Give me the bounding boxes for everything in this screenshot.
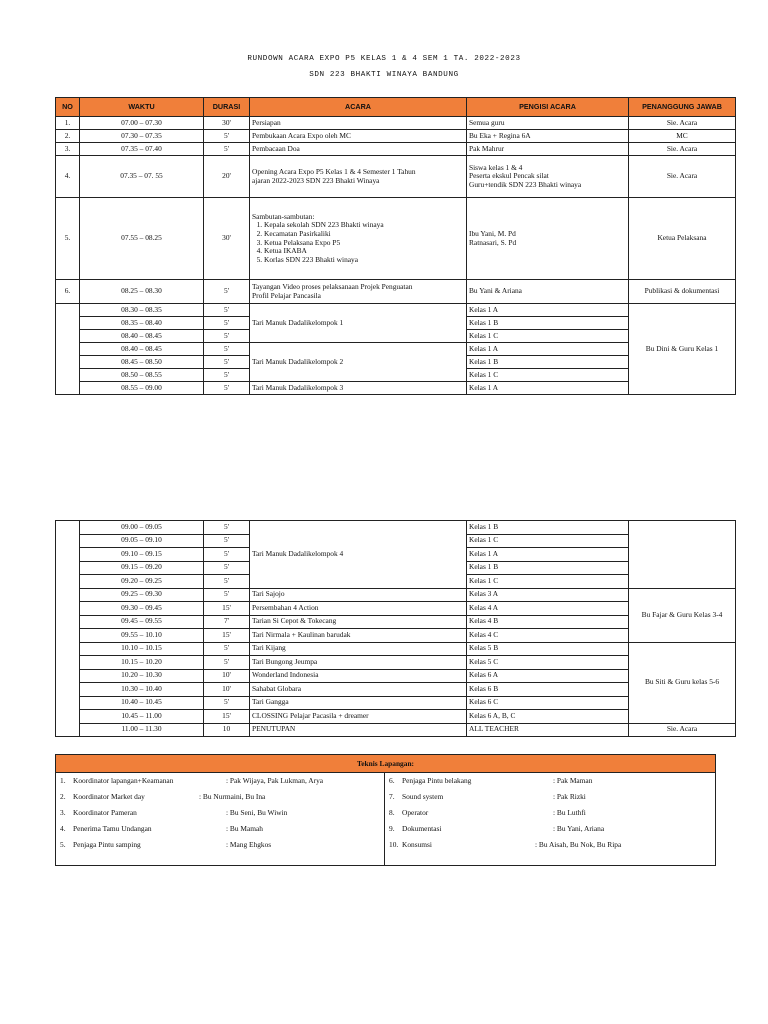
cell-pengisi: Kelas 1 A — [467, 343, 629, 356]
cell-waktu: 07.35 – 07.40 — [80, 143, 204, 156]
cell-waktu: 07.30 – 07.35 — [80, 130, 204, 143]
pengisi-line: Ratnasari, S. Pd — [469, 237, 517, 247]
cell-pj: MC — [629, 130, 736, 143]
item-number: 10. — [389, 840, 399, 849]
cell-acara — [250, 198, 467, 280]
table-row — [56, 198, 736, 280]
cell-no: 1. — [56, 117, 80, 130]
list-item — [385, 805, 715, 821]
cell-waktu: 10.15 – 10.20 — [80, 656, 204, 670]
cell-pengisi: Kelas 1 C — [467, 534, 629, 548]
list-item: 4. Ketua IKABA — [264, 247, 464, 256]
cell-pj: Sie. Acara — [629, 156, 736, 198]
pengisi-line: Siswa kelas 1 & 4 — [469, 162, 523, 172]
cell-pengisi — [467, 198, 629, 280]
acara-line: Opening Acara Expo P5 Kelas 1 & 4 Semester 1 Tahun — [252, 166, 416, 176]
cell-waktu: 09.05 – 09.10 — [80, 534, 204, 548]
cell-acara: Tari Bungong Jeumpa — [250, 656, 467, 670]
list-item — [56, 789, 384, 805]
cell-pj: Publikasi & dokumentasi — [629, 280, 736, 304]
cell-waktu: 09.00 – 09.05 — [80, 521, 204, 535]
item-role: Penjaga Pintu samping — [73, 840, 141, 849]
cell-durasi: 5' — [204, 369, 250, 382]
cell-pengisi: Bu Eka + Regina 6A — [467, 130, 629, 143]
cell-durasi: 10' — [204, 683, 250, 697]
cell-waktu: 08.40 – 08.45 — [80, 343, 204, 356]
cell-durasi: 5' — [204, 656, 250, 670]
cell-durasi: 5' — [204, 317, 250, 330]
cell-waktu: 10.40 – 10.45 — [80, 696, 204, 710]
cell-durasi: 5' — [204, 130, 250, 143]
document-subtitle: SDN 223 BHAKTI WINAYA BANDUNG — [309, 71, 459, 79]
cell-no: 6. — [56, 280, 80, 304]
cell-durasi: 20' — [204, 156, 250, 198]
table-row — [56, 117, 736, 130]
cell-pengisi: Kelas 1 A — [467, 382, 629, 395]
cell-durasi: 5' — [204, 330, 250, 343]
acara-line: ajaran 2022-2023 SDN 223 Bhakti Winaya — [252, 175, 380, 185]
col-header-no: NO — [56, 98, 80, 117]
pengisi-line: Peserta ekskul Pencak silat — [469, 171, 549, 181]
col-header-pengisi: PENGISI ACARA — [467, 98, 629, 117]
table-row — [56, 143, 736, 156]
cell-pengisi: Kelas 6 B — [467, 683, 629, 697]
acara-line: Tayangan Video proses pelaksanaan Projek Penguatan — [252, 281, 413, 291]
cell-waktu: 11.00 – 11.30 — [80, 723, 204, 737]
pengisi-line: Guru+tendik SDN 223 Bhakti winaya — [469, 179, 582, 189]
cell-pj: Sie. Acara — [629, 723, 736, 737]
cell-pengisi: Kelas 1 B — [467, 317, 629, 330]
cell-waktu: 08.35 – 08.40 — [80, 317, 204, 330]
cell-pengisi: ALL TEACHER — [467, 723, 629, 737]
list-item — [385, 773, 715, 789]
cell-acara: Tari Kijang — [250, 642, 467, 656]
list-item — [56, 821, 384, 837]
cell-pengisi: Kelas 1 A — [467, 548, 629, 562]
cell-pengisi: Kelas 4 C — [467, 629, 629, 643]
cell-waktu: 09.25 – 09.30 — [80, 588, 204, 602]
list-item — [385, 837, 715, 853]
cell-waktu: 08.50 – 08.55 — [80, 369, 204, 382]
cell-pengisi — [467, 156, 629, 198]
list-item — [56, 805, 384, 821]
item-number: 3. — [60, 808, 66, 817]
item-person: : Pak Wijaya, Pak Lukman, Arya — [226, 776, 324, 785]
teknis-right-column — [385, 773, 716, 866]
cell-waktu: 10.45 – 11.00 — [80, 710, 204, 724]
cell-no: 5. — [56, 198, 80, 280]
cell-pengisi: Kelas 1 A — [467, 304, 629, 317]
cell-acara: Wonderland Indonesia — [250, 669, 467, 683]
cell-pengisi: Kelas 6 A, B, C — [467, 710, 629, 724]
cell-waktu: 10.10 – 10.15 — [80, 642, 204, 656]
pengisi-line: Ibu Yani, M. Pd — [469, 228, 516, 238]
teknis-title: Teknis Lapangan: — [56, 755, 716, 773]
item-person: : Bu Aisah, Bu Nok, Bu Ripa — [535, 840, 622, 849]
item-person: : Mang Ehgkos — [226, 840, 272, 849]
cell-pengisi: Pak Mahrur — [467, 143, 629, 156]
cell-durasi: 15' — [204, 710, 250, 724]
cell-durasi: 5' — [204, 642, 250, 656]
cell-acara: Tari Manuk Dadalikelompok 3 — [250, 382, 467, 395]
schedule-table-part1 — [55, 97, 736, 395]
cell-pengisi: Kelas 4 A — [467, 602, 629, 616]
table-row — [56, 588, 736, 602]
cell-durasi: 5' — [204, 521, 250, 535]
item-role: Konsumsi — [402, 840, 432, 849]
list-item: 3. Ketua Pelaksana Expo P5 — [264, 239, 464, 248]
item-number: 9. — [389, 824, 395, 833]
cell-durasi: 5' — [204, 696, 250, 710]
table-row — [56, 156, 736, 198]
item-person: : Bu Nurmaini, Bu Ina — [199, 792, 266, 801]
cell-pj: Sie. Acara — [629, 117, 736, 130]
cell-waktu: 08.45 – 08.50 — [80, 356, 204, 369]
item-number: 6. — [389, 776, 395, 785]
item-role: Penerima Tamu Undangan — [73, 824, 152, 833]
cell-acara: Persiapan — [250, 117, 467, 130]
col-header-durasi: DURASI — [204, 98, 250, 117]
teknis-left-column — [56, 773, 385, 866]
item-person: : Bu Luthfi — [553, 808, 586, 817]
item-person: : Bu Yani, Ariana — [553, 824, 605, 833]
cell-pj: Bu Fajar & Guru Kelas 3-4 — [629, 588, 736, 642]
cell-no-empty — [56, 521, 80, 737]
item-role: Operator — [402, 808, 429, 817]
cell-no: 2. — [56, 130, 80, 143]
item-person: : Bu Mamah — [226, 824, 263, 833]
cell-durasi: 10' — [204, 669, 250, 683]
cell-waktu: 07.35 – 07. 55 — [80, 156, 204, 198]
cell-pj: Bu Siti & Guru kelas 5-6 — [629, 642, 736, 723]
cell-no-empty — [56, 304, 80, 395]
cell-no: 3. — [56, 143, 80, 156]
item-number: 2. — [60, 792, 66, 801]
item-number: 4. — [60, 824, 66, 833]
cell-durasi: 5' — [204, 356, 250, 369]
item-role: Koordinator Market day — [73, 792, 145, 801]
cell-waktu: 08.30 – 08.35 — [80, 304, 204, 317]
cell-waktu: 09.15 – 09.20 — [80, 561, 204, 575]
list-item: 1. Kepala sekolah SDN 223 Bhakti winaya — [264, 221, 464, 230]
cell-acara — [250, 280, 467, 304]
cell-acara: Pembukaan Acara Expo oleh MC — [250, 130, 467, 143]
table-row — [56, 723, 736, 737]
cell-durasi: 30' — [204, 117, 250, 130]
cell-waktu: 10.30 – 10.40 — [80, 683, 204, 697]
table-header-row — [56, 98, 736, 117]
cell-pengisi: Kelas 3 A — [467, 588, 629, 602]
cell-acara: Tari Manuk Dadalikelompok 1 — [250, 304, 467, 343]
cell-acara: Tari Gangga — [250, 696, 467, 710]
cell-waktu: 10.20 – 10.30 — [80, 669, 204, 683]
cell-pj: Ketua Pelaksana — [629, 198, 736, 280]
item-person: : Pak Maman — [553, 776, 593, 785]
acara-line: Profil Pelajar Pancasila — [252, 290, 321, 300]
cell-durasi: 15' — [204, 629, 250, 643]
list-item: 2. Kecamatan Pasirkaliki — [264, 230, 464, 239]
cell-waktu: 08.55 – 09.00 — [80, 382, 204, 395]
item-role: Dokumentasi — [402, 824, 442, 833]
table-row — [56, 304, 736, 317]
cell-pj: Sie. Acara — [629, 143, 736, 156]
cell-pengisi: Bu Yani & Ariana — [467, 280, 629, 304]
cell-acara: Tarian Si Cepot & Tokecang — [250, 615, 467, 629]
list-item: 5. Korlas SDN 223 Bhakti winaya — [264, 256, 464, 265]
table-row — [56, 130, 736, 143]
cell-waktu: 07.55 – 08.25 — [80, 198, 204, 280]
col-header-pj: PENANGGUNG JAWAB — [629, 98, 736, 117]
cell-acara: Tari Nirmala + Kaulinan barudak — [250, 629, 467, 643]
cell-pj-empty — [629, 521, 736, 589]
cell-durasi: 5' — [204, 304, 250, 317]
cell-pengisi: Kelas 4 B — [467, 615, 629, 629]
teknis-lapangan-table — [55, 754, 716, 866]
table-row — [56, 521, 736, 535]
cell-acara: Tari Manuk Dadalikelompok 2 — [250, 343, 467, 382]
cell-durasi: 5' — [204, 534, 250, 548]
cell-pengisi: Semua guru — [467, 117, 629, 130]
list-item — [385, 821, 715, 837]
cell-pengisi: Kelas 5 C — [467, 656, 629, 670]
item-number: 7. — [389, 792, 395, 801]
cell-pengisi: Kelas 5 B — [467, 642, 629, 656]
item-person: : Pak Rizki — [553, 792, 586, 801]
item-number: 1. — [60, 776, 66, 785]
cell-waktu: 09.55 – 10.10 — [80, 629, 204, 643]
cell-pengisi: Kelas 6 C — [467, 696, 629, 710]
item-role: Koordinator Pameran — [73, 808, 137, 817]
list-item — [56, 837, 384, 853]
cell-acara: Pembacaan Doa — [250, 143, 467, 156]
cell-waktu: 09.10 – 09.15 — [80, 548, 204, 562]
cell-pengisi: Kelas 1 B — [467, 521, 629, 535]
col-header-waktu: WAKTU — [80, 98, 204, 117]
acara-list-title: Sambutan-sambutan: — [252, 211, 315, 221]
cell-waktu: 09.45 – 09.55 — [80, 615, 204, 629]
item-role: Sound system — [402, 792, 444, 801]
cell-waktu: 07.00 – 07.30 — [80, 117, 204, 130]
cell-pengisi: Kelas 6 A — [467, 669, 629, 683]
cell-pengisi: Kelas 1 B — [467, 356, 629, 369]
cell-durasi: 5' — [204, 588, 250, 602]
cell-durasi: 7' — [204, 615, 250, 629]
cell-pengisi: Kelas 1 C — [467, 369, 629, 382]
cell-durasi: 5' — [204, 280, 250, 304]
cell-waktu: 09.30 – 09.45 — [80, 602, 204, 616]
cell-pengisi: Kelas 1 C — [467, 330, 629, 343]
cell-durasi: 5' — [204, 561, 250, 575]
table-row — [56, 642, 736, 656]
cell-pj: Bu Dini & Guru Kelas 1 — [629, 304, 736, 395]
cell-acara: Sahabat Globara — [250, 683, 467, 697]
cell-durasi: 5' — [204, 143, 250, 156]
cell-acara: Persembahan 4 Action — [250, 602, 467, 616]
cell-acara: CLOSSING Pelajar Pacasila + dreamer — [250, 710, 467, 724]
cell-acara: PENUTUPAN — [250, 723, 467, 737]
list-item — [385, 789, 715, 805]
cell-durasi: 5' — [204, 575, 250, 589]
acara-list — [252, 221, 464, 264]
cell-durasi: 5' — [204, 548, 250, 562]
cell-acara: Tari Manuk Dadalikelompok 4 — [250, 521, 467, 589]
schedule-table-part2 — [55, 520, 736, 737]
document-title: RUNDOWN ACARA EXPO P5 KELAS 1 & 4 SEM 1 TA. 2022-2023 — [247, 55, 521, 63]
cell-waktu: 08.40 – 08.45 — [80, 330, 204, 343]
item-role: Penjaga Pintu belakang — [402, 776, 472, 785]
cell-durasi: 5' — [204, 343, 250, 356]
cell-acara: Tari Sajojo — [250, 588, 467, 602]
list-item — [56, 773, 384, 789]
cell-no: 4. — [56, 156, 80, 198]
cell-durasi: 10 — [204, 723, 250, 737]
col-header-acara: ACARA — [250, 98, 467, 117]
item-role: Koordinator lapangan+Keamanan — [73, 776, 174, 785]
table-row — [56, 280, 736, 304]
cell-pengisi: Kelas 1 B — [467, 561, 629, 575]
item-number: 5. — [60, 840, 66, 849]
item-person: : Bu Seni, Bu Wiwin — [226, 808, 288, 817]
cell-durasi: 30' — [204, 198, 250, 280]
cell-acara — [250, 156, 467, 198]
item-number: 8. — [389, 808, 395, 817]
cell-durasi: 15' — [204, 602, 250, 616]
cell-waktu: 08.25 – 08.30 — [80, 280, 204, 304]
cell-durasi: 5' — [204, 382, 250, 395]
cell-pengisi: Kelas 1 C — [467, 575, 629, 589]
cell-waktu: 09.20 – 09.25 — [80, 575, 204, 589]
